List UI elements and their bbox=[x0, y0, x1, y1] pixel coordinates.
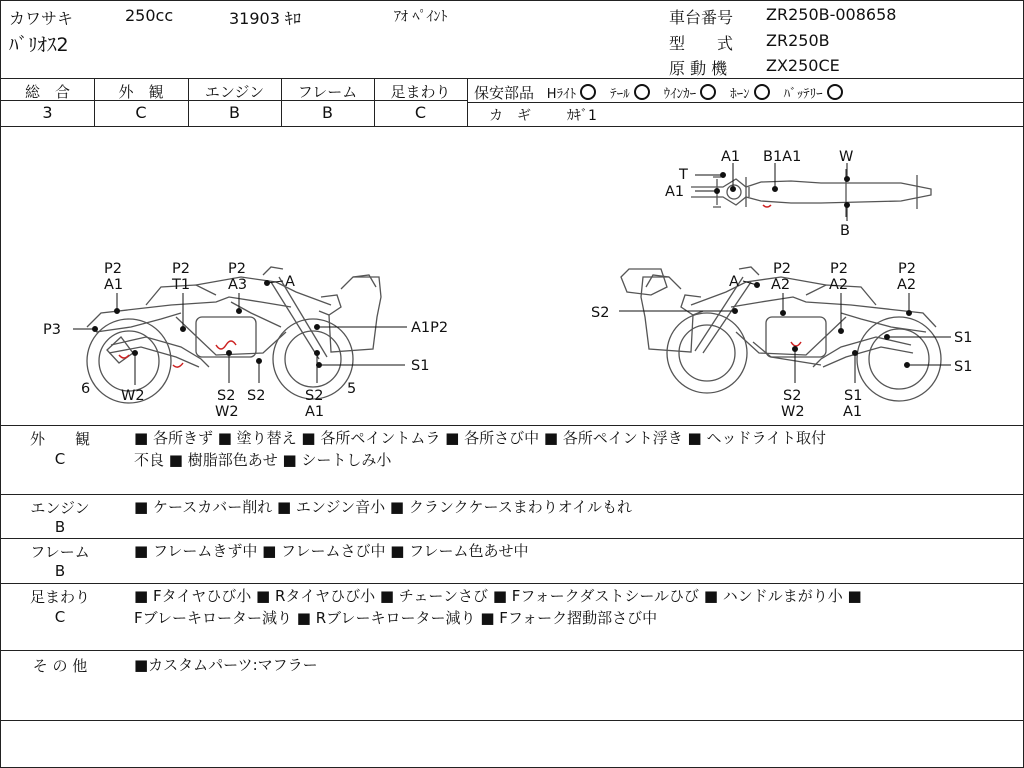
motorcycle-diagram bbox=[1, 127, 1023, 425]
label-left-b3a: S2 bbox=[305, 388, 324, 404]
type-label: 型 式 bbox=[669, 34, 734, 53]
displacement: 250cc bbox=[125, 6, 174, 25]
remark-line: ■ Fタイヤひび小 ■ Rタイヤひび小 ■ チェーンさび ■ Fフォークダストシールひび ■ ハンドルまがり小 ■ bbox=[134, 587, 862, 605]
remark-grade-suspension: C bbox=[54, 608, 66, 626]
safety-parts-label: 保安部品 bbox=[474, 84, 535, 102]
grade-engine: B bbox=[229, 103, 240, 122]
label-top-a1b: A1 bbox=[665, 184, 685, 200]
key-label: カ ギ bbox=[489, 108, 531, 124]
grade-header-exterior: 外 観 bbox=[118, 83, 164, 101]
label-right-b1b: W2 bbox=[781, 404, 805, 420]
label-left-b2: S2 bbox=[247, 388, 266, 404]
divider bbox=[467, 78, 468, 126]
ok-circle-icon bbox=[827, 84, 843, 100]
remark-notes-engine bbox=[134, 496, 632, 518]
grade-frame: B bbox=[322, 103, 333, 122]
label-left-2a: P2 bbox=[172, 261, 190, 277]
mileage: 31903 ｷﾛ bbox=[229, 9, 301, 28]
grade-suspension: C bbox=[414, 103, 427, 122]
part-headlight: Hﾗｲﾄ bbox=[546, 87, 577, 102]
part-winker: ｳｲﾝｶｰ bbox=[663, 87, 697, 102]
label-top-a1a: A1 bbox=[721, 149, 741, 165]
remark-grade-frame: B bbox=[54, 562, 66, 580]
model-name: ﾊﾞﾘｵｽ2 bbox=[9, 34, 69, 56]
grade-header-total: 総 合 bbox=[24, 83, 70, 101]
divider bbox=[1, 494, 1023, 495]
remark-notes-other bbox=[134, 654, 318, 676]
label-top-w: W bbox=[839, 149, 854, 165]
label-right-1b: A2 bbox=[771, 277, 791, 293]
label-right-s1a: S1 bbox=[954, 330, 973, 346]
grade-header-frame: フレーム bbox=[297, 83, 358, 101]
divider bbox=[1, 720, 1023, 721]
label-left-1b: A1 bbox=[104, 277, 124, 293]
frame-no-label: 車台番号 bbox=[669, 8, 734, 27]
label-top-t: T bbox=[679, 167, 688, 183]
label-left-a1p2: A1P2 bbox=[411, 320, 449, 336]
maker: カワサキ bbox=[9, 9, 74, 28]
remark-label-other: そ の 他 bbox=[32, 657, 88, 675]
divider bbox=[1, 78, 1023, 79]
label-right-2b: A2 bbox=[829, 277, 849, 293]
label-right-b2a: S1 bbox=[844, 388, 863, 404]
remark-line: ■ 各所きず ■ 塗り替え ■ 各所ペイントムラ ■ 各所さび中 ■ 各所ペイント浮き ■ ヘッドライト取付 bbox=[134, 429, 827, 447]
label-right-s1b: S1 bbox=[954, 359, 973, 375]
label-top-b1a1: B1A1 bbox=[763, 149, 802, 165]
remark-line: ■ フレームきず中 ■ フレームさび中 ■ フレーム色あせ中 bbox=[134, 542, 529, 560]
part-horn: ﾎｰﾝ bbox=[730, 87, 750, 102]
label-right-s2: S2 bbox=[591, 305, 610, 321]
divider bbox=[1, 425, 1023, 426]
part-tail: ﾃｰﾙ bbox=[610, 87, 630, 102]
grade-exterior: C bbox=[135, 103, 147, 122]
label-left-3b: A3 bbox=[228, 277, 248, 293]
ok-circle-icon bbox=[754, 84, 770, 100]
label-right-2a: P2 bbox=[830, 261, 848, 277]
label-left-b1a: S2 bbox=[217, 388, 236, 404]
remark-grade-exterior: C bbox=[54, 450, 66, 468]
remark-line: Fブレーキローター減り ■ Rブレーキローター減り ■ Fフォーク摺動部さび中 bbox=[134, 609, 658, 627]
engine-label: 原 動 機 bbox=[669, 59, 728, 78]
label-left-s1: S1 bbox=[411, 358, 430, 374]
ok-circle-icon bbox=[580, 84, 596, 100]
top-view-bike-icon bbox=[691, 169, 931, 217]
remark-notes-frame bbox=[134, 540, 529, 562]
label-left-w2: W2 bbox=[121, 388, 145, 404]
remark-grade-engine: B bbox=[54, 518, 66, 536]
label-right-b2b: A1 bbox=[843, 404, 863, 420]
ok-circle-icon bbox=[700, 84, 716, 100]
type-value: ZR250B bbox=[766, 31, 830, 50]
label-left-3a: P2 bbox=[228, 261, 246, 277]
remark-line: ■カスタムパーツ:マフラー bbox=[134, 656, 318, 674]
remark-line: 不良 ■ 樹脂部色あせ ■ シートしみ小 bbox=[134, 451, 392, 469]
remark-notes-exterior bbox=[134, 427, 826, 471]
part-battery: ﾊﾞｯﾃﾘｰ bbox=[783, 87, 823, 102]
remark-label-exterior: 外 観 bbox=[29, 430, 90, 448]
label-left-b1b: W2 bbox=[215, 404, 239, 420]
grade-header-suspension: 足まわり bbox=[390, 83, 451, 101]
label-left-2b: T1 bbox=[172, 277, 191, 293]
key-value: ｶｷﾞ1 bbox=[567, 108, 597, 124]
label-left-5: 5 bbox=[347, 381, 357, 397]
label-right-1a: P2 bbox=[773, 261, 791, 277]
divider bbox=[1, 650, 1023, 651]
label-left-p3: P3 bbox=[43, 322, 61, 338]
frame-no: ZR250B-008658 bbox=[766, 5, 897, 24]
divider bbox=[1, 583, 1023, 584]
remark-notes-suspension bbox=[134, 585, 862, 629]
grade-header-engine: エンジン bbox=[204, 83, 265, 101]
label-right-b1a: S2 bbox=[783, 388, 802, 404]
remark-label-frame: フレーム bbox=[30, 543, 90, 561]
label-left-6: 6 bbox=[81, 381, 91, 397]
remark-label-suspension: 足まわり bbox=[29, 588, 90, 606]
remark-label-engine: エンジン bbox=[30, 499, 90, 517]
label-left-a: A bbox=[285, 274, 295, 290]
engine-value: ZX250CE bbox=[766, 56, 840, 75]
ok-circle-icon bbox=[634, 84, 650, 100]
label-left-1a: P2 bbox=[104, 261, 122, 277]
grade-total: 3 bbox=[42, 103, 53, 122]
safety-parts-row bbox=[474, 82, 857, 103]
label-right-a: A bbox=[729, 274, 739, 290]
body-color: ｱｵ ﾍﾟｲﾝﾄ bbox=[394, 9, 448, 25]
remark-line: ■ ケースカバー削れ ■ エンジン音小 ■ クランクケースまわりオイルもれ bbox=[134, 498, 633, 516]
label-right-3b: A2 bbox=[897, 277, 917, 293]
label-top-b: B bbox=[840, 223, 850, 239]
divider bbox=[1, 538, 1023, 539]
label-right-3a: P2 bbox=[898, 261, 916, 277]
label-left-b3b: A1 bbox=[305, 404, 325, 420]
